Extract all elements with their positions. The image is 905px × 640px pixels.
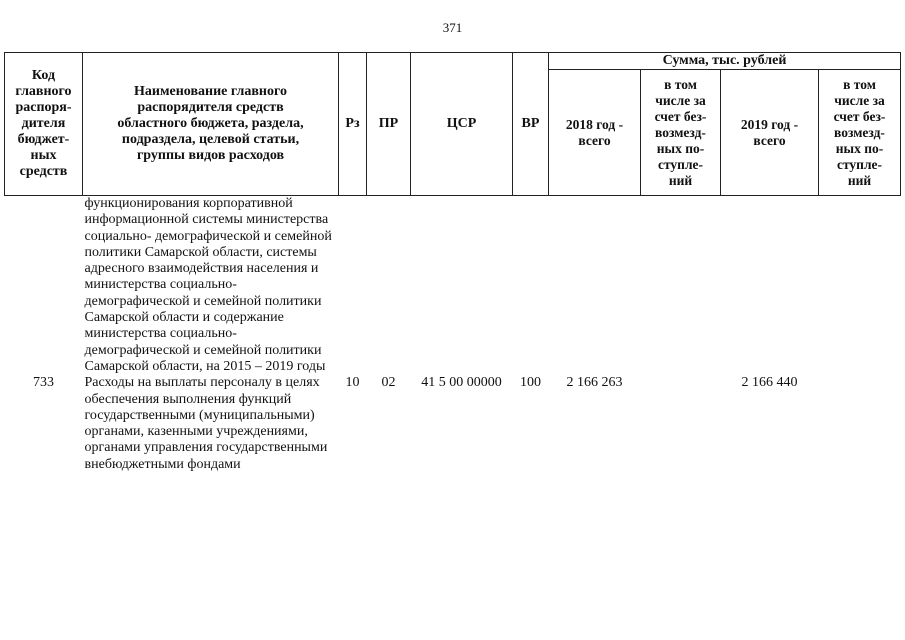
- header-sum-group: Сумма, тыс. рублей: [549, 53, 901, 70]
- cell-rz: [339, 196, 367, 376]
- header-code: Код главного распоря- дителя бюджет- ных средств: [5, 53, 83, 196]
- header-pr: ПР: [367, 53, 411, 196]
- cell-2019-grants: [819, 375, 901, 473]
- cell-code: 733: [33, 375, 54, 391]
- budget-table: [4, 52, 901, 473]
- cell-pr: 02: [381, 375, 396, 391]
- cell-2018-grants: [641, 196, 721, 376]
- cell-2019-grants: [819, 196, 901, 376]
- table-row: [5, 375, 901, 473]
- header-2018-grants: в том числе за счет без- возмезд- ных по- ступле- ний: [641, 70, 721, 196]
- cell-rz: 10: [345, 375, 360, 391]
- cell-vr: [513, 196, 549, 376]
- cell-2018-grants: [641, 375, 721, 473]
- cell-csr: 41 5 00 00000: [421, 375, 502, 391]
- cell-pr: [367, 196, 411, 376]
- cell-2018-total: 2 166 263: [566, 375, 623, 391]
- table-row: [5, 196, 901, 376]
- cell-csr: [411, 196, 513, 376]
- header-2019-total: 2019 год - всего: [721, 70, 819, 196]
- header-2019-grants: в том числе за счет без- возмезд- ных по- ступле- ний: [819, 70, 901, 196]
- header-csr: ЦСР: [411, 53, 513, 196]
- cell-2019-total: [721, 196, 819, 376]
- header-rz: Рз: [339, 53, 367, 196]
- page-number: 371: [442, 20, 463, 35]
- cell-2018-total: [549, 196, 641, 376]
- header-2018-total: 2018 год - всего: [549, 70, 641, 196]
- cell-2019-total: 2 166 440: [741, 375, 798, 391]
- cell-name: функционирования корпоративной информационной системы министерства социально- демографической и семейной политики Самарской области, системы адресного взаимодействия населения и министерства социально-демографической и семейной политики Самарской области и содержание министерства социально- демографической и семейной политики Самарской области, на 2015 – 2019 годы: [84, 196, 332, 374]
- header-vr: ВР: [513, 53, 549, 196]
- cell-code: [5, 196, 83, 376]
- cell-name: Расходы на выплаты персоналу в целях обеспечения выполнения функций государственными (муниципальными) органами, казенными учреждениями, органами управления государственными внебюджетными фондами: [84, 375, 328, 472]
- header-name: Наименование главного распорядителя средств областного бюджета, раздела, подраздела, целевой статьи, группы видов расходов: [83, 53, 339, 196]
- cell-vr: 100: [520, 375, 541, 391]
